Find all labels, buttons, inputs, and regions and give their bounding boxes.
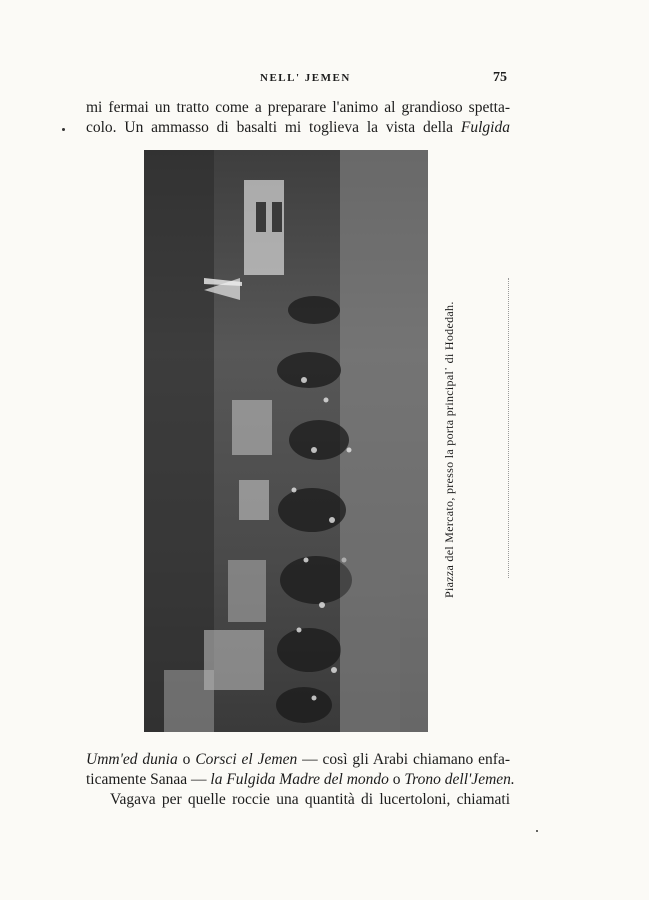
text-line-2 xyxy=(86,118,510,138)
market-square-photo xyxy=(144,150,428,732)
figure-caption: Piazza del Mercato, presso la porta principal᾽ di Hodedah. xyxy=(442,301,456,598)
italic-fulgida-madre: la Fulgida Madre del mondo xyxy=(210,771,389,788)
text-line-3-rest: — così gli Arabi chiamano enfa- xyxy=(297,751,511,768)
italic-trono-jemen: Trono dell'Jemen. xyxy=(404,771,515,788)
text-line-4-start: ticamente Sanaa — xyxy=(86,771,211,788)
page-number: 75 xyxy=(493,70,507,85)
margin-dotted-rule xyxy=(508,278,510,578)
italic-corsci-el-jemen: Corsci el Jemen xyxy=(195,751,298,768)
text-line-5: Vagava per quelle roccie una quantità di lucertoloni, chiamati xyxy=(110,791,510,808)
running-head: NELL' JEMEN xyxy=(260,72,351,84)
text-conjunction: o xyxy=(177,751,196,768)
text-line-2-plain: colo. Un ammasso di basalti mi toglieva la vista della xyxy=(86,119,461,136)
text-conjunction: o xyxy=(388,771,405,788)
print-speck xyxy=(536,830,538,832)
text-line-1: mi fermai un tratto come a preparare l'animo al grandioso spetta- xyxy=(86,99,510,116)
print-speck xyxy=(62,128,65,131)
text-line-4 xyxy=(86,770,515,790)
text-line-2-italic: Fulgida xyxy=(460,119,510,136)
italic-umm-ed-dunia: Umm'ed dunia xyxy=(86,751,178,768)
photo-illustration xyxy=(144,150,428,732)
text-line-3 xyxy=(86,750,510,770)
